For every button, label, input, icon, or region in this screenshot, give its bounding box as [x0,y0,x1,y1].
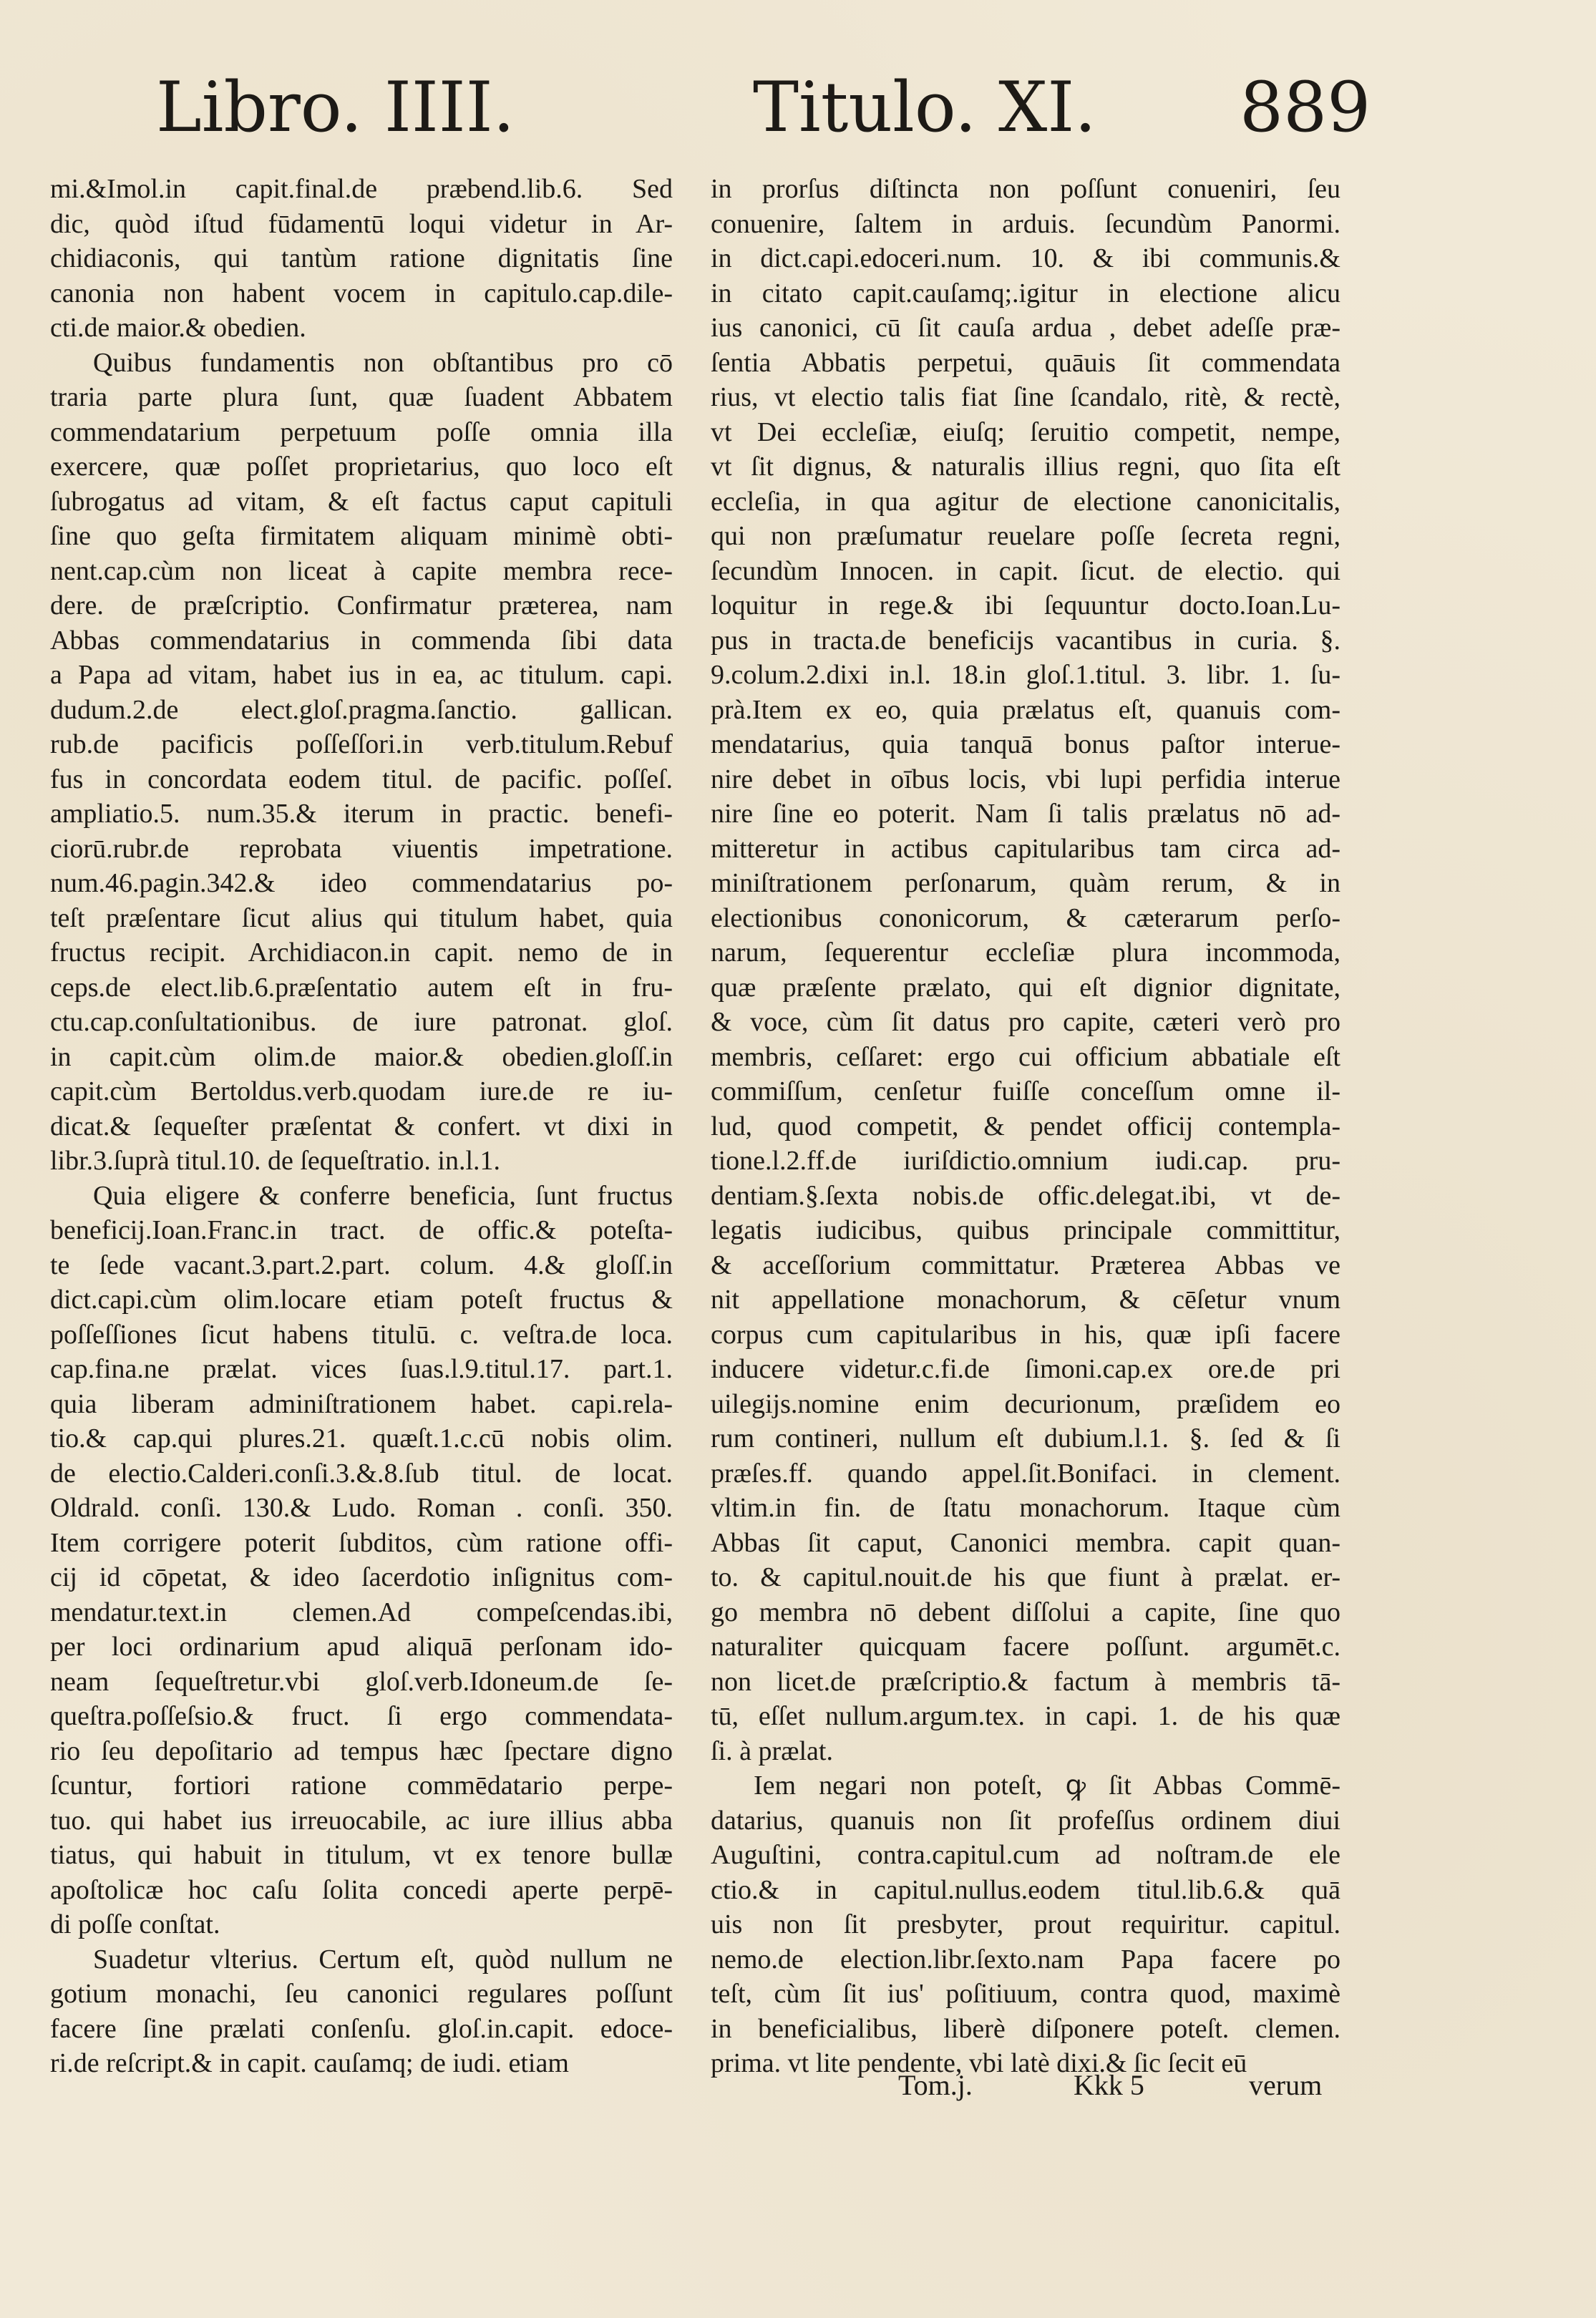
text-line: capit.cùm Bertoldus.verb.quodam iure.de re iu- [50,1076,673,1106]
text-line: ſentia Abbatis perpetui, quāuis ſit commendata [711,347,1340,378]
text-line: quia liberam adminiſtrationem habet. capi.rela- [50,1388,673,1419]
text-line: cap.fina.ne prælat. vices ſuas.l.9.titul.17. part.1. [50,1354,673,1384]
text-line: ceps.de elect.lib.6.præſentatio autem eſt in fru- [50,972,673,1003]
text-line: nent.cap.cùm non liceat à capite membra rece- [50,555,673,586]
text-line: & voce, cùm ſit datus pro capite, cæteri verò pro [711,1007,1340,1037]
text-line: de electio.Calderi.conſi.3.&.8.ſub titul. de locat. [50,1458,673,1489]
text-line: queſtra.poſſeſsio.& fruct. ſi ergo commendata- [50,1701,673,1731]
text-line: Oldrald. conſi. 130.& Ludo. Roman . conſi. 350. [50,1493,673,1523]
right-text-column [711,172,1340,2081]
text-line: traria parte plura ſunt, quæ ſuadent Abbatem [50,382,673,412]
text-line: rum contineri, nullum eſt dubium.l.1. §. ſed & ſi [711,1423,1340,1453]
text-line: qui non præſumatur reuelare poſſe ſecreta regni, [711,521,1340,551]
text-line: pus in tracta.de beneficijs vacantibus in curia. §. [711,625,1340,656]
text-line: ctio.& in capitul.nullus.eodem titul.lib.6.& quā [711,1874,1340,1905]
text-line: naturaliter quicquam facere poſſunt. argumēt.c. [711,1632,1340,1662]
text-line: mitteretur in actibus capitularibus tam circa ad- [711,833,1340,864]
text-line: dict.capi.cùm olim.locare etiam poteſt fructus & [50,1285,673,1315]
text-line: conuenire, ſaltem in arduis. ſecundùm Panormi. [711,208,1340,239]
page-footer [898,2068,1342,2111]
text-line: Abbas ſit caput, Canonici membra. capit quan- [711,1527,1340,1558]
text-line: ſi. à prælat. [711,1735,833,1766]
text-line: cij id cōpetat, & ideo ſacerdotio inſignitus com- [50,1562,673,1592]
text-line: inducere videtur.c.fi.de ſimoni.cap.ex ore.de pri [711,1354,1340,1384]
catchword: verum [1249,2069,1323,2101]
text-line: cti.de maior.& obedien. [50,313,306,343]
text-line: tū, eſſet nullum.argum.tex. in capi. 1. de his quæ [711,1701,1340,1731]
text-line: vt ſit dignus, & naturalis illius regni, quo ſita eſt [711,452,1340,482]
text-line: nemo.de election.libr.ſexto.nam Papa facere po [711,1944,1340,1974]
text-line: narum, ſequerentur eccleſiæ plura incommoda, [711,938,1340,968]
text-line: Auguſtini, contra.capitul.cum ad noſtram.de ele [711,1840,1340,1870]
text-line: gotium monachi, ſeu canonici regulares poſſunt [50,1979,673,2009]
text-line: & acceſſorium committatur. Præterea Abbas ve [711,1250,1340,1280]
text-line: ctu.cap.conſultationibus. de iure patronat. gloſ. [50,1007,673,1037]
text-line: teſt præſentare ſicut alius qui titulum habet, quia [50,902,673,933]
text-line: num.46.pagin.342.& ideo commendatarius po- [50,868,673,898]
text-line: ampliatio.5. num.35.& iterum in practic. benefi- [50,799,673,829]
text-line: præſes.ff. quando appel.ſit.Bonifaci. in clement. [711,1458,1340,1489]
text-line: corpus cum capitularibus in his, quæ ipſi facere [711,1319,1340,1350]
text-line: ſecundùm Innocen. in capit. ſicut. de electio. qui [711,555,1340,586]
text-line: to. & capitul.nouit.de his que fiunt à prælat. er- [711,1562,1340,1592]
text-line: di poſſe conſtat. [50,1909,220,1939]
text-line: Abbas commendatarius in commenda ſibi data [50,625,673,656]
text-line: uilegijs.nomine enim decurionum, præſidem eo [711,1388,1340,1419]
text-line: a Papa ad vitam, habet ius in ea, ac titulum. capi. [50,660,673,690]
text-line: neam ſequeſtretur.vbi gloſ.verb.Idoneum.de ſe- [50,1666,673,1697]
text-line: te ſede vacant.3.part.2.part. colum. 4.& gloſſ.in [50,1250,673,1280]
text-line: ſcuntur, fortiori ratione commēdatario perpe- [50,1771,673,1801]
text-line: Iem negari non poteſt, ꝙ ſit Abbas Commē- [754,1771,1340,1801]
text-line: 9.colum.2.dixi in.l. 18.in gloſ.1.titul. 3. libr. 1. ſu- [711,660,1340,690]
text-line: ſine quo geſta firmitatem aliquam minimè obti- [50,521,673,551]
page-number: 889 [1240,67,1371,147]
text-line: membris, ceſſaret: ergo cui officium abbatiale eſt [711,1041,1340,1072]
text-line: nire debet in oībus locis, vbi lupi perfidia interue [711,764,1340,794]
text-line: tio.& cap.qui plures.21. quæſt.1.c.cū nobis olim. [50,1423,673,1453]
text-line: legatis iudicibus, quibus principale committitur, [711,1215,1340,1245]
text-line: vltim.in fin. de ſtatu monachorum. Itaque cùm [711,1493,1340,1523]
text-line: nire ſine eo poterit. Nam ſi talis prælatus nō ad- [711,799,1340,829]
text-line: apoſtolicæ hoc caſu ſolita concedi aperte perpē- [50,1874,673,1905]
text-line: eccleſia, in qua agitur de electione canonicitalis, [711,486,1340,517]
text-line: Suadetur vlterius. Certum eſt, quòd nullum ne [93,1944,673,1974]
text-line: in prorſus diſtincta non poſſunt conueniri, ſeu [711,174,1340,204]
text-line: in dict.capi.edoceri.num. 10. & ibi communis.& [711,243,1340,273]
text-line: fructus recipit. Archidiacon.in capit. nemo de in [50,938,673,968]
text-line: dic, quòd iſtud fūdamentū loqui videtur in Ar- [50,208,673,239]
text-line: non licet.de præſcriptio.& factum à membris tā- [711,1666,1340,1697]
text-line: rio ſeu depoſitario ad tempus hæc ſpectare digno [50,1735,673,1766]
left-text-column [50,172,673,2081]
text-line: in citato capit.cauſamq;.igitur in electione alicu [711,278,1340,308]
text-line: vt Dei eccleſiæ, eiuſq; ſeruitio competit, nempe, [711,417,1340,447]
text-line: dudum.2.de elect.gloſ.pragma.ſanctio. gallican. [50,694,673,725]
text-line: uis non ſit presbyter, prout requiritur. capitul. [711,1909,1340,1939]
text-line: per loci ordinarium apud aliquā perſonam ido- [50,1632,673,1662]
text-line: facere ſine prælati conſenſu. gloſ.in.capit. edoce- [50,2013,673,2044]
text-line: poſſeſſiones ſicut habens titulū. c. veſtra.de loca. [50,1319,673,1350]
text-line: dere. de præſcriptio. Confirmatur præterea, nam [50,590,673,620]
text-line: loquitur in rege.& ibi ſequuntur docto.Ioan.Lu- [711,590,1340,620]
header-book: Libro. IIII. [156,67,515,147]
text-line: prima. vt lite pendente, vbi latè dixi.& ſic ſecit eū [711,2048,1247,2078]
header-title: Titulo. XI. [753,67,1096,147]
text-line: mendatarius, quia tanquā bonus paſtor interue- [711,729,1340,759]
text-line: go membra nō debent diſſolui a capite, ſine quo [711,1597,1340,1627]
signature-mark: Kkk 5 [1074,2069,1144,2101]
text-line: dentiam.§.ſexta nobis.de offic.delegat.ibi, vt de- [711,1180,1340,1211]
text-line: mi.&Imol.in capit.final.de præbend.lib.6. Sed [50,174,673,204]
running-header [0,68,1596,161]
text-line: rius, vt electio talis fiat ſine ſcandalo, ritè, & rectè, [711,382,1340,412]
text-line: electionibus cononicorum, & cæterarum perſo- [711,902,1340,933]
text-line: lud, quod competit, & pendet officij contempla- [711,1111,1340,1141]
text-line: fus in concordata eodem titul. de pacific. poſſeſ. [50,764,673,794]
text-line: dicat.& ſequeſter præſentat & confert. vt dixi in [50,1111,673,1141]
text-line: mendatur.text.in clemen.Ad compeſcendas.ibi, [50,1597,673,1627]
text-line: Quia eligere & conferre beneficia, ſunt fructus [93,1180,673,1211]
text-line: ri.de reſcript.& in capit. cauſamq; de iudi. etiam [50,2048,569,2078]
text-line: ciorū.rubr.de reprobata viuentis impetratione. [50,833,673,864]
text-line: miniſtrationem perſonarum, quàm rerum, & in [711,868,1340,898]
text-line: rub.de pacificis poſſeſſori.in verb.titulum.Rebuf [50,729,673,759]
text-line: in beneficialibus, liberè diſponere poteſt. clemen. [711,2013,1340,2044]
text-line: tiatus, qui habuit in titulum, vt ex tenore bullæ [50,1840,673,1870]
text-line: canonia non habent vocem in capitulo.cap.dile- [50,278,673,308]
text-line: quæ præſente prælato, qui eſt dignior dignitate, [711,972,1340,1003]
text-line: exercere, quæ poſſet proprietarius, quo loco eſt [50,452,673,482]
text-line: tione.l.2.ff.de iuriſdictio.omnium iudi.cap. pru- [711,1146,1340,1176]
text-line: beneficij.Ioan.Franc.in tract. de offic.& poteſta- [50,1215,673,1245]
text-line: libr.3.ſuprà titul.10. de ſequeſtratio. in.l.1. [50,1146,501,1176]
text-line: teſt, cùm ſit ius' poſitiuum, contra quod, maximè [711,1979,1340,2009]
text-line: in capit.cùm olim.de maior.& obedien.gloſſ.in [50,1041,673,1072]
text-line: Item corrigere poterit ſubditos, cùm ratione offi- [50,1527,673,1558]
text-line: ius canonici, cū ſit cauſa ardua , debet adeſſe præ- [711,313,1340,343]
text-line: chidiaconis, qui tantùm ratione dignitatis ſine [50,243,673,273]
volume-mark: Tom.j. [898,2069,973,2101]
text-line: commiſſum, cenſetur fuiſſe conceſſum omne il- [711,1076,1340,1106]
text-line: nit appellatione monachorum, & cēſetur vnum [711,1285,1340,1315]
text-line: commendatarium perpetuum poſſe omnia illa [50,417,673,447]
text-line: prà.Item ex eo, quia prælatus eſt, quanuis com- [711,694,1340,725]
text-line: Quibus fundamentis non obſtantibus pro cō [93,347,673,378]
text-line: tuo. qui habet ius irreuocabile, ac iure illius abba [50,1805,673,1836]
text-line: ſubrogatus ad vitam, & eſt factus caput capituli [50,486,673,517]
text-line: datarius, quanuis non ſit profeſſus ordinem diui [711,1805,1340,1836]
